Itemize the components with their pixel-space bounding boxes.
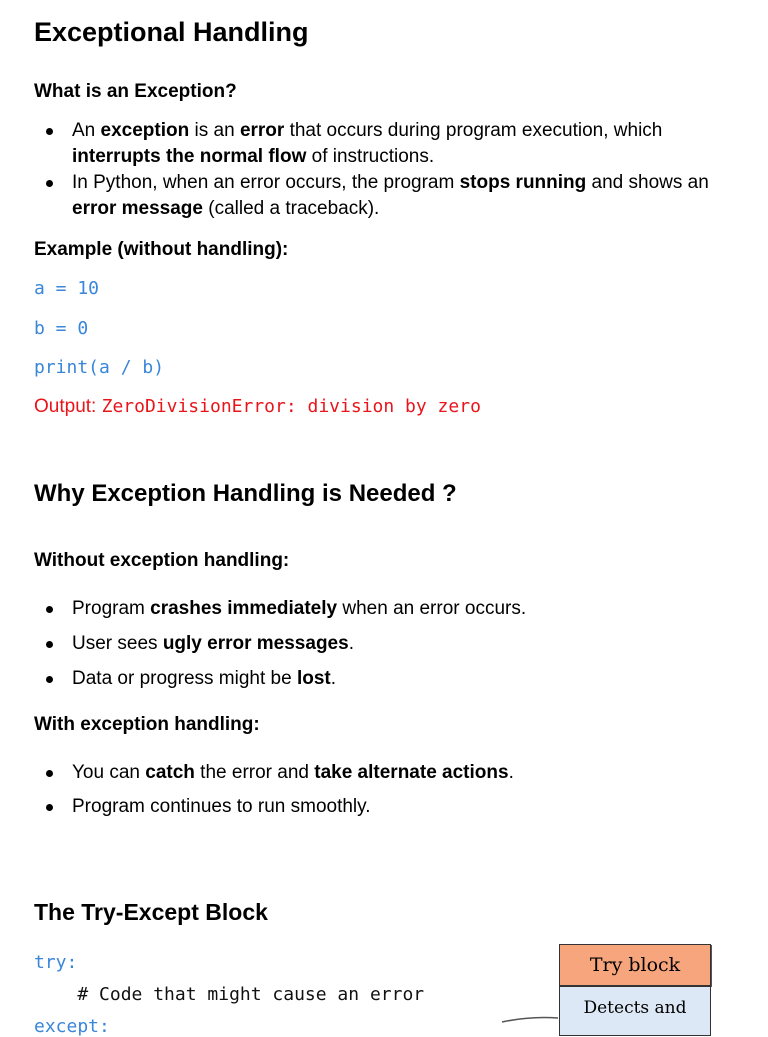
- list-item: [34, 170, 734, 222]
- code-line: print(a / b): [34, 357, 165, 378]
- code-line-try: try:: [34, 952, 78, 973]
- text: In Python, when an error occurs, the program: [72, 172, 460, 193]
- text: .: [508, 762, 514, 783]
- with-heading: With exception handling:: [34, 714, 260, 735]
- text: when an error occurs.: [337, 598, 527, 619]
- text: User sees: [72, 633, 163, 654]
- text: .: [348, 633, 354, 654]
- text: of instructions.: [306, 146, 435, 167]
- why-heading: Why Exception Handling is Needed ?: [34, 480, 457, 507]
- try-block-box: Try block: [559, 944, 711, 986]
- text: You can: [72, 762, 146, 783]
- output-value: ZeroDivisionError: division by zero: [101, 396, 481, 417]
- text-bold: error: [239, 120, 285, 141]
- list-item: [34, 631, 734, 657]
- text: is an: [189, 120, 240, 141]
- text-bold: stops running: [459, 172, 587, 193]
- what-heading: What is an Exception?: [34, 81, 237, 102]
- page-title: Exceptional Handling: [34, 17, 309, 47]
- without-list: [34, 596, 734, 692]
- text: Program continues to run smoothly.: [72, 796, 371, 817]
- text: .: [330, 668, 337, 689]
- try-except-heading: The Try-Except Block: [34, 899, 268, 925]
- text-bold: interrupts the normal flow: [72, 146, 307, 167]
- text-bold: crashes immediately: [150, 598, 338, 619]
- text: Program: [72, 598, 151, 619]
- text-bold: error message: [72, 198, 203, 219]
- text-bold: ugly error messages: [162, 633, 349, 654]
- diagram-arrow: [500, 1010, 560, 1024]
- code-line: a = 10: [34, 278, 100, 299]
- list-item: [34, 760, 734, 786]
- output-line: [34, 396, 481, 418]
- text: Data or progress might be: [72, 668, 297, 689]
- output-label: Output:: [34, 396, 102, 417]
- text-bold: exception: [100, 120, 190, 141]
- text: (called a traceback).: [202, 198, 380, 219]
- code-line-except: except:: [34, 1016, 110, 1037]
- without-heading: Without exception handling:: [34, 550, 290, 571]
- example-heading: Example (without handling):: [34, 239, 289, 260]
- text: that occurs during program execution, which: [284, 120, 663, 141]
- text-bold: catch: [145, 762, 195, 783]
- list-item: [34, 118, 734, 170]
- list-item: [34, 666, 734, 692]
- text-bold: lost: [296, 668, 331, 689]
- text-bold: take alternate actions: [314, 762, 509, 783]
- text: the error and: [194, 762, 315, 783]
- list-item: [34, 794, 734, 820]
- with-list: [34, 760, 734, 820]
- code-comment: # Code that might cause an error: [34, 984, 425, 1005]
- code-line: b = 0: [34, 318, 89, 339]
- text: An: [72, 120, 101, 141]
- list-item: [34, 596, 734, 622]
- what-list: [34, 118, 734, 222]
- detect-box: Detects and: [559, 986, 711, 1036]
- text: and shows an: [586, 172, 709, 193]
